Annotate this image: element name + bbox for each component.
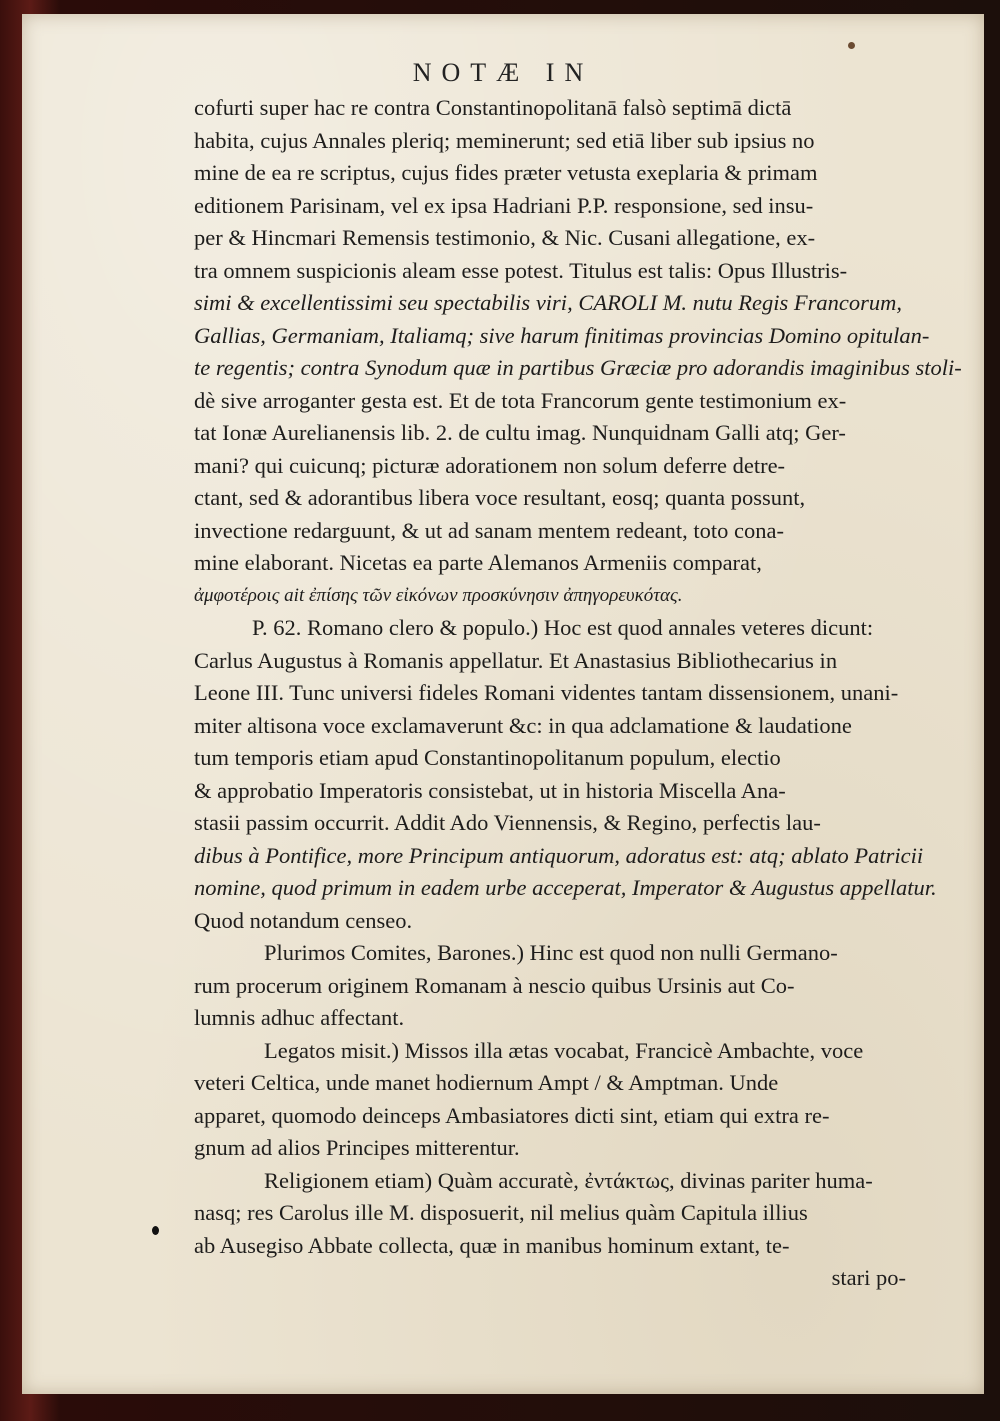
text-line: nasq; res Carolus ille M. disposuerit, nil melius quàm Capitula illius: [194, 1200, 808, 1225]
text-line: simi & excellentissimi seu spectabilis viri, CAROLI M. nutu Regis Francorum,: [194, 290, 903, 315]
text-line: nomine, quod primum in eadem urbe acceperat, Imperator & Augustus appellatur.: [194, 875, 937, 900]
text-line: cofurti super hac re contra Constantinopolitanā falsò septimā dictā: [194, 95, 792, 120]
text-line: Plurimos Comites, Barones.) Hinc est quod non nulli Germano-: [264, 940, 838, 965]
text-line: lumnis adhuc affectant.: [194, 1005, 405, 1030]
text-line: Religionem etiam) Quàm accuratè, ἐντάκτως, divinas pariter huma-: [264, 1167, 873, 1193]
text-line: & approbatio Imperatoris consistebat, ut in historia Miscella Ana-: [194, 777, 786, 803]
text-line: invectione redarguunt, & ut ad sanam mentem redeant, toto cona-: [194, 517, 785, 543]
text-line: habita, cujus Annales pleriq; meminerunt; sed etiā liber sub ipsius no: [194, 127, 815, 153]
text-line: Leone III. Tunc universi fideles Romani videntes tantam dissensionem, unani-: [194, 680, 899, 705]
text-line: tra omnem suspicionis aleam esse potest. Titulus est talis: Opus Illustris-: [194, 257, 848, 283]
text-line: tum temporis etiam apud Constantinopolitanum populum, electio: [194, 745, 781, 770]
text-line: mani? qui cuicunq; picturæ adorationem non solum deferre detre-: [194, 452, 786, 478]
text-line: stasii passim occurrit. Addit Ado Viennensis, & Regino, perfectis lau-: [194, 810, 821, 835]
body-text: [194, 92, 964, 1295]
text-line: Gallias, Germaniam, Italiamq; sive harum finitimas provincias Domino opitulan-: [194, 322, 930, 348]
text-line: Carlus Augustus à Romanis appellatur. Et Anastasius Bibliothecarius in: [194, 647, 838, 673]
running-header: NOTÆ IN: [412, 58, 594, 87]
text-line: dibus à Pontifice, more Principum antiquorum, adoratus est: atq; ablato Patricii: [194, 842, 924, 868]
catchword-line: stari po-: [831, 1265, 906, 1290]
text-line: dè sive arroganter gesta est. Et de tota Francorum gente testimonium ex-: [194, 387, 847, 413]
text-line: mine elaborant. Nicetas ea parte Alemanos Armeniis comparat,: [194, 550, 762, 575]
text-line: Legatos misit.) Missos illa ætas vocabat, Francicè Ambachte, voce: [264, 1037, 864, 1063]
book-page: [22, 14, 984, 1394]
greek-line: ἀμφοτέροις ait ἐπίσης τῶν εἰκόνων προσκύνησιν ἀπηγορευκότας.: [194, 584, 683, 606]
text-line: veteri Celtica, unde manet hodiernum Ampt / & Amptman. Unde: [194, 1070, 779, 1095]
text-line: miter altisona voce exclamaverunt &c: in qua adclamatione & laudatione: [194, 712, 852, 738]
text-line: mine de ea re scriptus, cujus fides præter vetusta exeplaria & primam: [194, 160, 818, 185]
text-line: rum procerum originem Romanam à nescio quibus Ursinis aut Co-: [194, 972, 795, 998]
text-line: per & Hincmari Remensis testimonio, & Nic. Cusani allegatione, ex-: [194, 225, 816, 250]
text-line: Quod notandum censeo.: [194, 907, 413, 933]
text-line: apparet, quomodo deinceps Ambasiatores dicti sint, etiam qui extra re-: [194, 1102, 830, 1128]
text-line: gnum ad alios Principes mitterentur.: [194, 1135, 520, 1160]
ink-speck-top: [848, 42, 855, 49]
text-line: editionem Parisinam, vel ex ipsa Hadriani P.P. responsione, sed insu-: [194, 192, 814, 218]
text-line: te regentis; contra Synodum quæ in partibus Græciæ pro adorandis imaginibus stoli-: [194, 355, 962, 380]
text-line: ab Ausegiso Abbate collecta, quæ in manibus hominum extant, te-: [194, 1232, 790, 1258]
ink-dot-left: [152, 1226, 159, 1235]
text-line: tat Ionæ Aurelianensis lib. 2. de cultu imag. Nunquidnam Galli atq; Ger-: [194, 420, 846, 445]
text-line: P. 62. Romano clero & populo.) Hoc est quod annales veteres dicunt:: [252, 615, 874, 640]
text-line: ctant, sed & adorantibus libera voce resultant, eosq; quanta possunt,: [194, 485, 806, 510]
